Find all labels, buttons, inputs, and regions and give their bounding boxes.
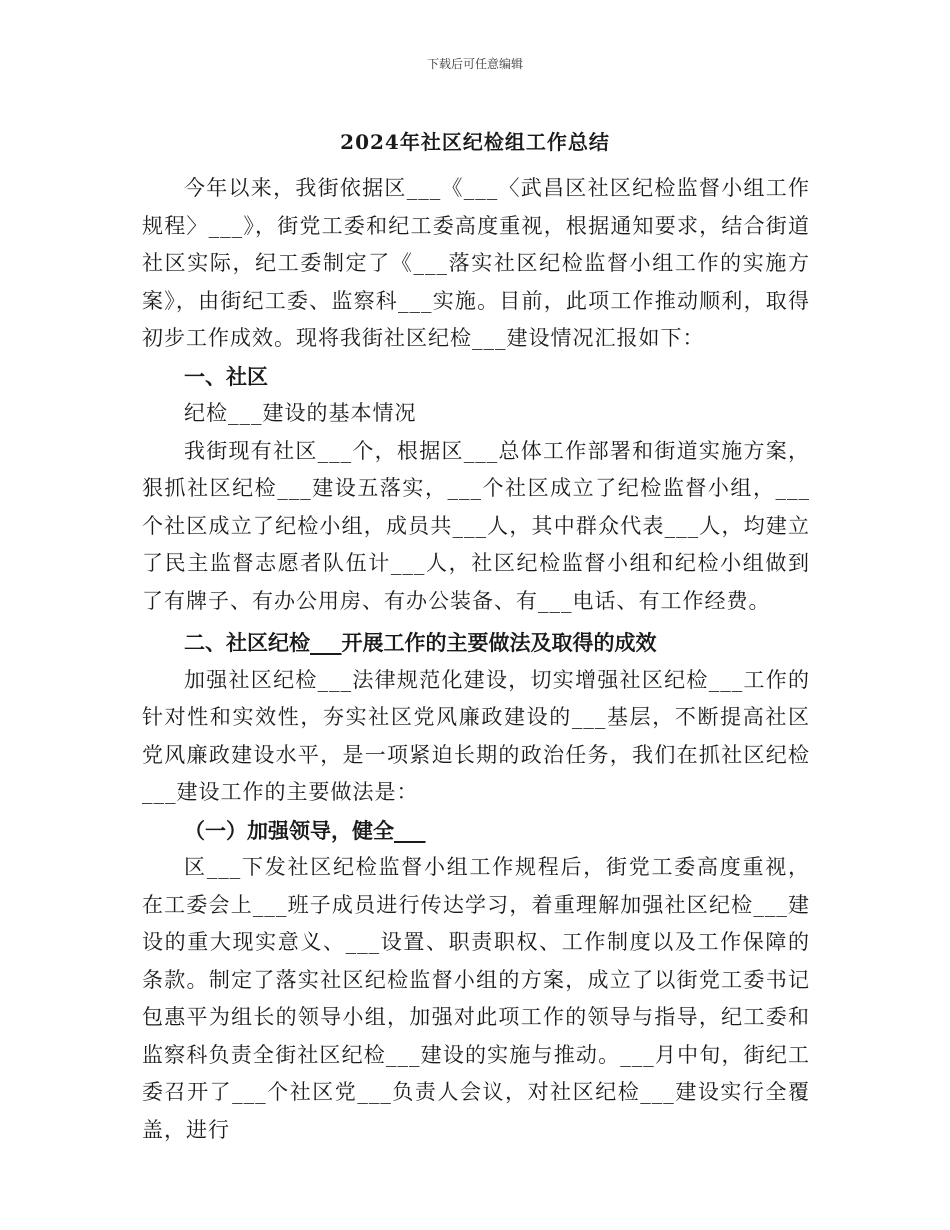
main-approach-paragraph: 加强社区纪检___法律规范化建设，切实增强社区纪检___工作的针对性和实效性，夯实社区党风廉政建设的___基层，不断提高社区党风廉政建设水平，是一项紧迫长期的政治任务，我们在抓社区纪检___建设工作的主要做法是：	[142, 667, 810, 804]
leadership-paragraph: 区___下发社区纪检监督小组工作规程后，街党工委高度重视，在工委会上___班子成员进行传达学习，着重理解加强社区纪检___建设的重大现实意义、___设置、职责职权、工作制度以及工作保障的条款。制定了落实社区纪检监督小组的方案，成立了以街党工委书记包惠平为组长的领导小组，加强对此项工作的领导与指导，纪工委和监察科负责全街社区纪检___建设的实施与推动。___月中旬，街纪工委召开了___个社区党___负责人会议，对社区纪检___建设实行全覆盖，进行	[142, 855, 810, 1142]
document-body	[142, 170, 810, 1149]
subsection-heading-1: （一）加强领导，健全___	[184, 817, 426, 843]
section-heading-2: 二、社区纪检___开展工作的主要做法及取得的成效	[184, 630, 657, 655]
section-subtitle: 纪检___建设的基本情况	[184, 401, 417, 425]
document-title: 2024年社区纪检组工作总结	[340, 130, 610, 154]
intro-paragraph: 今年以来，我街依据区___《___〈武昌区社区纪检监督小组工作规程〉___》，街党工委和纪工委高度重视，根据通知要求，结合街道社区实际，纪工委制定了《___落实社区纪检监督小组工作的实施方案》，由街纪工委、监察科___实施。目前，此项工作推动顺利，取得初步工作成效。现将我街社区纪检___建设情况汇报如下：	[142, 176, 810, 350]
section-heading-1: 一、社区	[184, 363, 268, 389]
page-header-note: 下载后可任意编辑	[426, 57, 523, 71]
basic-situation-paragraph: 我街现有社区___个，根据区___总体工作部署和街道实施方案，狠抓社区纪检___建设五落实，___个社区成立了纪检监督小组，___个社区成立了纪检小组，成员共___人，其中群众代表___人，均建立了民主监督志愿者队伍计___人，社区纪检监督小组和纪检小组做到了有牌子、有办公用房、有办公装备、有___电话、有工作经费。	[142, 438, 810, 613]
